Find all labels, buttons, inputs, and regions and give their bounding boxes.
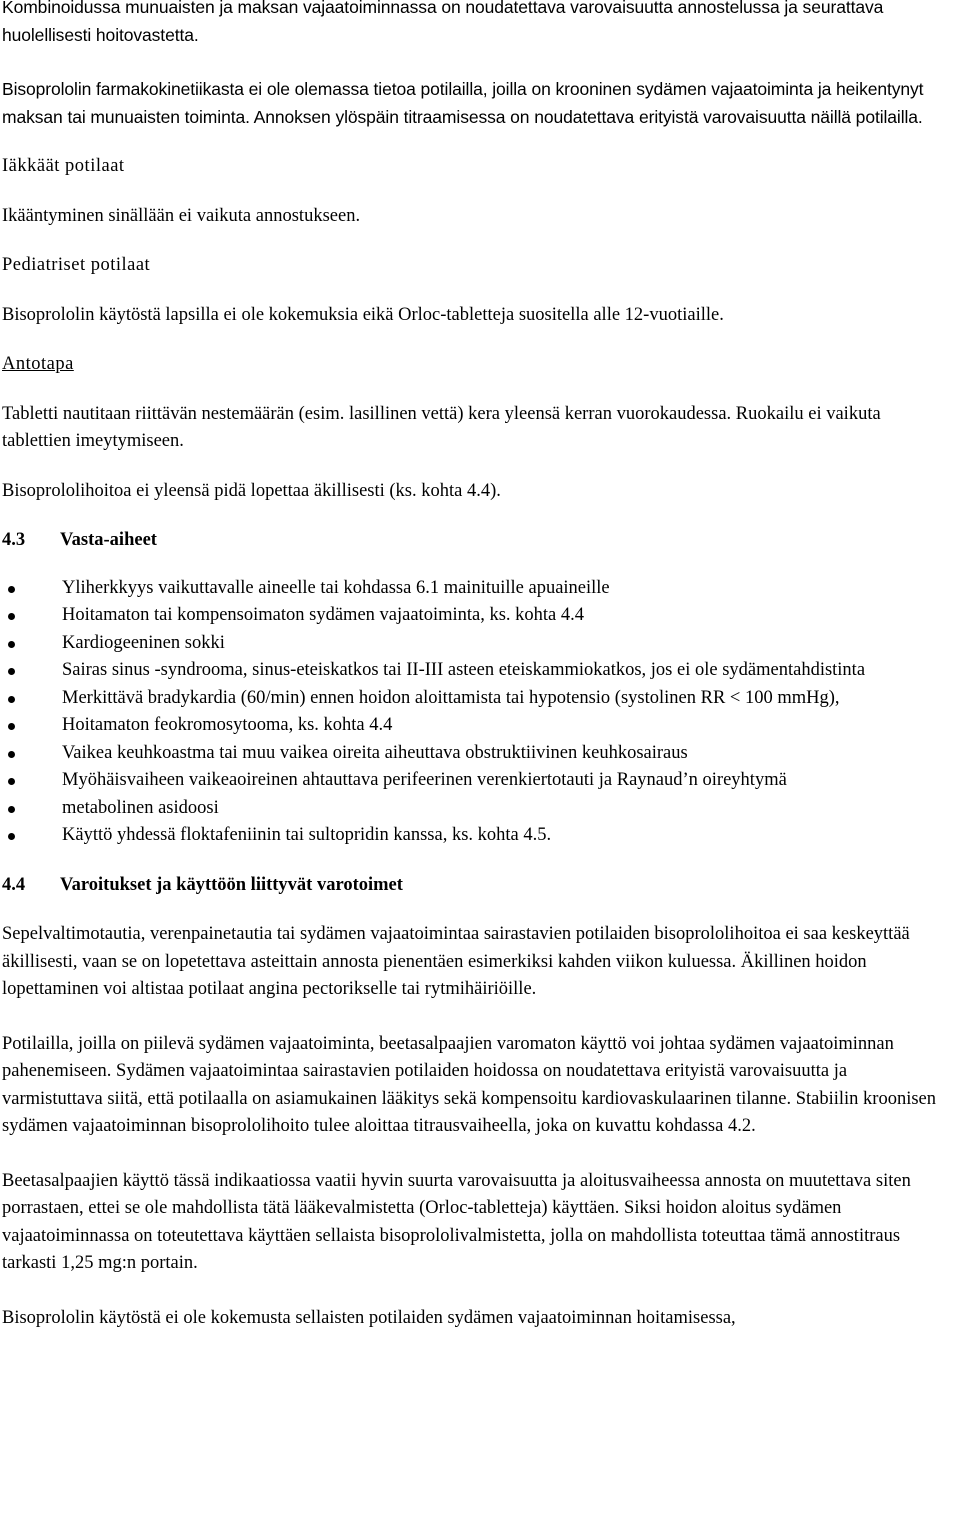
list-item: Vaikea keuhkoastma tai muu vaikea oireita aiheuttava obstruktiivinen keuhkosairaus bbox=[2, 740, 942, 768]
bullet-icon bbox=[8, 778, 15, 785]
list-item: Hoitamaton tai kompensoimaton sydämen vajaatoiminta, ks. kohta 4.4 bbox=[2, 602, 942, 630]
administration-text-2: Bisoprololihoitoa ei yleensä pidä lopettaa äkillisesti (ks. kohta 4.4). bbox=[2, 480, 501, 501]
contraindications-list bbox=[2, 575, 942, 850]
list-item: metabolinen asidoosi bbox=[2, 795, 942, 823]
bullet-icon bbox=[8, 723, 15, 730]
list-item: Merkittävä bradykardia (60/min) ennen hoidon aloittamista tai hypotensio (systolinen RR < 100 mmHg), bbox=[2, 685, 942, 713]
section-4-4-title: Varoitukset ja käyttöön liittyvät varotoimet bbox=[60, 874, 403, 895]
pediatric-heading: Pediatriset potilaat bbox=[2, 255, 151, 275]
list-item: Kardiogeeninen sokki bbox=[2, 630, 942, 658]
bullet-icon bbox=[8, 806, 15, 813]
warnings-paragraph-2: Potilailla, joilla on piilevä sydämen vajaatoiminta, beetasalpaajien varomaton käyttö voi johtaa sydämen vajaatoiminnan pahenemiseen. Sydämen vajaatoimintaa sairastavien potilaiden hoidossa on noudatettava erityistä varovaisuutta ja varmistuttava siitä, että potilaalla on asiamukainen lääkitys sekä kompensoitu kardiovaskulaarinen tilanne. Stabiilin kroonisen sydämen vajaatoiminnan bisoprololihoito tulee aloittaa titrausvaiheella, joka on kuvattu kohdassa 4.2. bbox=[2, 1033, 937, 1136]
elderly-text: Ikääntyminen sinällään ei vaikuta annostukseen. bbox=[2, 205, 361, 226]
list-item: Yliherkkyys vaikuttavalle aineelle tai kohdassa 6.1 mainituille apuaineille bbox=[2, 575, 942, 603]
administration-text-1: Tabletti nautitaan riittävän nestemäärän (esim. lasillinen vettä) kera yleensä kerran vuorokaudessa. Ruokailu ei vaikuta tablettien imeytymiseen. bbox=[2, 403, 881, 451]
intro-paragraph-1: Kombinoidussa munuaisten ja maksan vajaatoiminnassa on noudatettava varovaisuutta annostelussa ja seurattava huolellisesti hoitovastetta. bbox=[2, 0, 884, 45]
section-4-3-heading bbox=[2, 527, 942, 555]
warnings-paragraph-3: Beetasalpaajien käyttö tässä indikaatiossa vaatii hyvin suurta varovaisuutta ja aloitusvaiheessa annosta on muutettava siten porrastaen, ettei se ole mahdollista tätä lääkevalmistetta (Orloc-tabletteja) käyttäen. Siksi hoidon aloitus sydämen vajaatoiminnassa on toteutettava käyttäen sellaista bisoprololivalmistetta, jolla on mahdollista toteuttaa tämä annostitraus tarkasti 1,25 mg:n portain. bbox=[2, 1170, 911, 1273]
section-4-3-title: Vasta-aiheet bbox=[60, 530, 157, 550]
elderly-heading: Iäkkäät potilaat bbox=[2, 156, 125, 176]
bullet-icon bbox=[8, 668, 15, 675]
section-4-4-heading bbox=[2, 872, 942, 900]
bullet-icon bbox=[8, 586, 15, 593]
warnings-paragraph-4: Bisoprololin käytöstä ei ole kokemusta sellaisten potilaiden sydämen vajaatoiminnan hoitamisessa, bbox=[2, 1307, 736, 1328]
list-item: Sairas sinus -syndrooma, sinus-eteiskatkos tai II-III asteen eteiskammiokatkos, jos ei ole sydämentahdistinta bbox=[2, 657, 942, 685]
warnings-paragraph-1: Sepelvaltimotautia, verenpainetautia tai sydämen vajaatoimintaa sairastavien potilaiden bisoprololihoitoa ei saa keskeyttää äkillisesti, vaan se on lopetettava asteittain annosta pienentäen esimerkiksi kahden viikon kuluessa. Äkillinen hoidon lopettaminen voi altistaa potilaat angina pectorikselle tai rytmihäiriöille. bbox=[2, 924, 910, 999]
administration-heading: Antotapa bbox=[2, 354, 74, 374]
intro-paragraph-2: Bisoprololin farmakokinetiikasta ei ole olemassa tietoa potilailla, joilla on krooninen sydämen vajaatoiminta ja heikentynyt maksan tai munuaisten toiminta. Annoksen ylöspäin titraamisessa on noudatettava erityistä varovaisuutta näillä potilailla. bbox=[2, 79, 924, 127]
section-4-4-number: 4.4 bbox=[2, 874, 26, 895]
bullet-icon bbox=[8, 696, 15, 703]
list-item: Käyttö yhdessä floktafeniinin tai sultopridin kanssa, ks. kohta 4.5. bbox=[2, 822, 942, 850]
bullet-icon bbox=[8, 833, 15, 840]
list-item: Hoitamaton feokromosytooma, ks. kohta 4.4 bbox=[2, 712, 942, 740]
bullet-icon bbox=[8, 751, 15, 758]
pediatric-text: Bisoprololin käytöstä lapsilla ei ole kokemuksia eikä Orloc-tabletteja suositella alle 12-vuotiaille. bbox=[2, 304, 724, 325]
bullet-icon bbox=[8, 641, 15, 648]
list-item: Myöhäisvaiheen vaikeaoireinen ahtauttava perifeerinen verenkiertotauti ja Raynaud’n oireyhtymä bbox=[2, 767, 942, 795]
bullet-icon bbox=[8, 613, 15, 620]
section-4-3-number: 4.3 bbox=[2, 530, 26, 550]
